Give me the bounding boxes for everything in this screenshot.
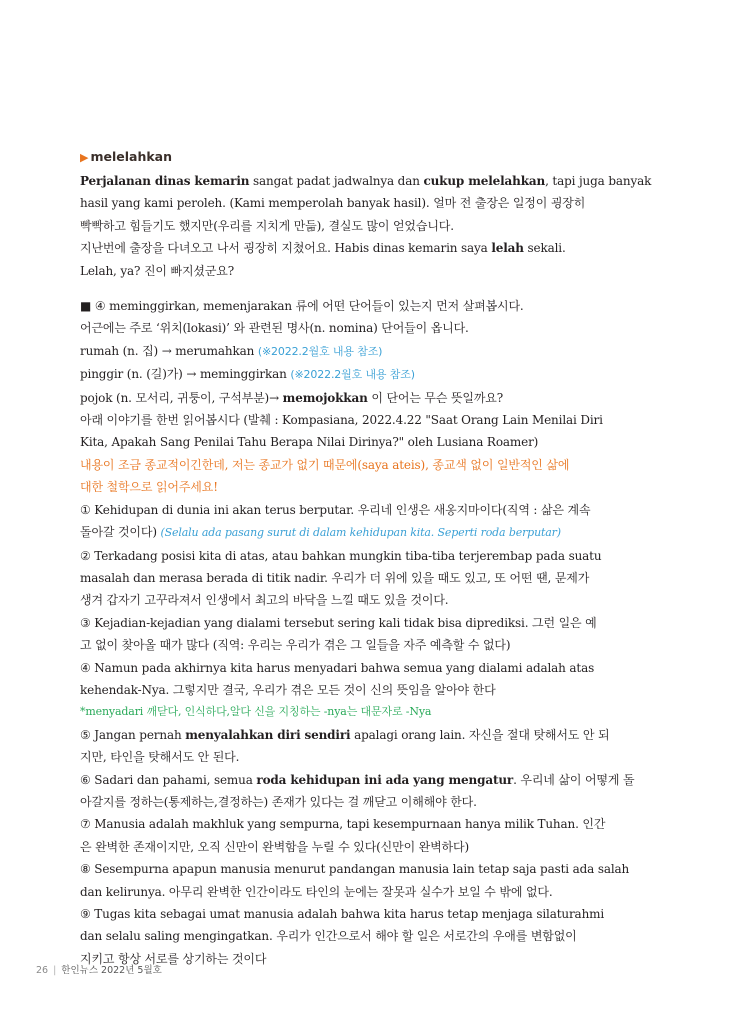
text-line: hasil yang kami peroleh. (Kami memperolah banyak hasil). 얼마 전 출장은 일정이 굉장히 [80, 196, 586, 211]
list-item: ③ Kejadian-kejadian yang dialami tersebut sering kali tidak bisa diprediksi. 그런 일은 예 [80, 615, 597, 630]
publication-name: 한인뉴스 2022년 5월호 [61, 965, 162, 976]
list-item: 고 없이 찾아올 때가 많다 (직역: 우리는 우리가 겪은 그 일들을 자주 예측할 수 없다) [80, 638, 511, 653]
list-item: ⑦ Manusia adalah makhluk yang sempurna, tapi kesempurnaan hanya milik Tuhan. 인간 [80, 817, 606, 832]
list-item: 돌아갈 것이다) (Selalu ada pasang surut di dalam kehidupan kita. Seperti roda berputar) [80, 525, 561, 540]
text-line: 어근에는 주로 ‘위치(lokasi)’ 와 관련된 명사(n. nomina) 단어들이 옵니다. [80, 321, 469, 336]
text-line: ■ ④ meminggirkan, memenjarakan 류에 어떤 단어들이 있는지 먼저 살펴봅시다. [80, 299, 524, 314]
text-line: Kita, Apakah Sang Penilai Tahu Berapa Nilai Dirinya?" oleh Lusiana Roamer) [80, 435, 539, 450]
list-item: 아갈지를 정하는(통제하는,결정하는) 존재가 있다는 걸 깨닫고 이해해야 한다. [80, 794, 477, 809]
numbered-items [80, 499, 646, 971]
list-item: masalah dan merasa berada di titik nadir. 우리가 더 위에 있을 때도 있고, 또 어떤 땐, 문제가 [80, 570, 590, 585]
section-paragraph [80, 295, 646, 499]
text-line: pinggir (n. (길)가) → meminggirkan (※2022.2월호 내용 참조) [80, 367, 415, 382]
page-footer [36, 962, 162, 976]
footer-separator: | [53, 965, 57, 976]
list-item: dan selalu saling mengingatkan. 우리가 인간으로서 해야 할 일은 서로간의 우애를 변함없이 [80, 929, 577, 944]
heading-title: melelahkan [90, 149, 172, 164]
text-line: Perjalanan dinas kemarin sangat padat jadwalnya dan cukup melelahkan, tapi juga banyak [80, 174, 652, 188]
text-line: pojok (n. 모서리, 귀퉁이, 구석부분)→ memojokkan 이 단어는 무슨 뜻일까요? [80, 390, 504, 405]
intro-paragraph [80, 170, 652, 282]
reference-note: (※2022.2월호 내용 참조) [290, 368, 415, 382]
text-line: rumah (n. 집) → merumahkan (※2022.2월호 내용 참조) [80, 343, 383, 358]
vocab-note: *menyadari 깨닫다, 인식하다,알다 신을 지칭하는 -nya는 대문자로 -Nya [80, 705, 432, 719]
list-item: 은 완벽한 존재이지만, 오직 신만이 완벽함을 누릴 수 있다(신만이 완벽하다) [80, 839, 469, 854]
note-line: 내용이 조금 종교적이긴한데, 저는 종교가 없기 때문에(saya ateis), 종교색 없이 일반적인 삶에 [80, 457, 570, 472]
page-number: 26 [36, 965, 49, 976]
list-item: ⑥ Sadari dan pahami, semua roda kehidupan ini ada yang mengatur. 우리네 삶이 어떻게 돌 [80, 772, 635, 787]
text-line: Lelah, ya? 진이 빠지셨군요? [80, 263, 234, 278]
list-item: ① Kehidupan di dunia ini akan terus berputar. 우리네 인생은 새옹지마이다(직역 : 삶은 계속 [80, 502, 591, 517]
list-item: ⑤ Jangan pernah menyalahkan diri sendiri apalagi orang lain. 자신을 절대 탓해서도 안 되 [80, 727, 610, 742]
text-line: 빡빡하고 힘들기도 했지만(우리를 지치게 만듦), 결실도 많이 얻었습니다. [80, 218, 454, 233]
article-body [80, 148, 652, 970]
triangle-marker-icon: ▶ [80, 151, 89, 164]
list-item: 생겨 갑자기 고꾸라져서 인생에서 최고의 바닥을 느낄 때도 있을 것이다. [80, 593, 449, 608]
list-item: ② Terkadang posisi kita di atas, atau bahkan mungkin tiba-tiba terjerembap pada suatu [80, 548, 602, 563]
list-item: ⑨ Tugas kita sebagai umat manusia adalah bahwa kita harus tetap menjaga silaturahmi [80, 907, 605, 921]
text-line: 지난번에 출장을 다녀오고 나서 굉장히 지쳤어요. Habis dinas kemarin saya lelah sekali. [80, 241, 566, 256]
list-item: kehendak-Nya. 그렇지만 결국, 우리가 겪은 모든 것이 신의 뜻임을 알아야 한다 [80, 682, 496, 697]
list-item: dan kelirunya. 아무리 완벽한 인간이라도 타인의 눈에는 잘못과 실수가 보일 수 밖에 없다. [80, 884, 553, 899]
list-item: 지만, 타인을 탓해서도 안 된다. [80, 750, 240, 765]
text-line: 아래 이야기를 한번 읽어봅시다 (발췌 : Kompasiana, 2022.4.22 "Saat Orang Lain Menilai Diri [80, 413, 603, 428]
note-line: 대한 철학으로 읽어주세요! [80, 480, 218, 495]
reference-note: (※2022.2월호 내용 참조) [257, 344, 383, 358]
list-item: ⑧ Sesempurna apapun manusia menurut pandangan manusia lain tetap saja pasti ada salah [80, 862, 630, 877]
translation-note: (Selalu ada pasang surut di dalam kehidupan kita. Seperti roda berputar) [160, 526, 561, 540]
list-item: 지키고 항상 서로를 상기하는 것이다 [80, 951, 267, 966]
list-item: ④ Namun pada akhirnya kita harus menyadari bahwa semua yang dialami adalah atas [80, 660, 595, 675]
section-heading [80, 148, 646, 167]
